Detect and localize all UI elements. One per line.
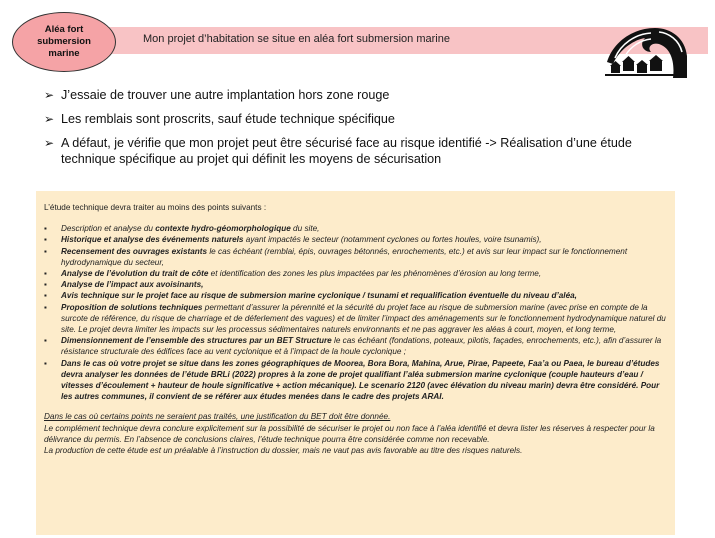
- study-item: ▪ Analyse de l’évolution du trait de côte et identification des zones les plus impactées par les phénomènes d’érosion au long terme,: [44, 268, 667, 279]
- study-intro: L’étude technique devra traiter au moins des points suivants :: [44, 203, 267, 212]
- hazard-badge: [12, 12, 116, 72]
- action-item: ➢ J’essaie de trouver une autre implantation hors zone rouge: [44, 88, 390, 102]
- action-item: ➢ Les remblais sont proscrits, sauf étude technique spécifique: [44, 112, 395, 126]
- arrow-bullet-icon: ➢: [44, 88, 55, 102]
- banner-title: Mon projet d’habitation se situe en aléa fort submersion marine: [143, 33, 450, 45]
- technical-study-box: [36, 191, 675, 535]
- study-item: ▪ Recensement des ouvrages existants le cas échéant (remblai, épis, ouvrages bétonnés, enrochements, etc.) et avis sur leur impact sur le fonctionnement hydrodynamique du secteur,: [44, 246, 667, 268]
- arrow-bullet-icon: ➢: [44, 112, 55, 126]
- study-item: ▪ Dimensionnement de l’ensemble des structures par un BET Structure le cas échéant (fondations, poteaux, pilotis, façades, enrochements, etc.), afin d’assurer la résistance structurale des édifices face au vent cyclonique et à l’impact de la houle cyclonique ;: [44, 335, 667, 357]
- action-item: ➢ A défaut, je vérifie que mon projet peut être sécurisé face au risque identifié -> Réalisation d’une étude technique spécifique au projet qui définit les moyens de sécurisation: [44, 136, 632, 166]
- tsunami-wave-houses-icon: [603, 18, 691, 78]
- study-item: ▪ Proposition de solutions techniques permettant d’assurer la pérennité et la sécurité du projet face au risque de submersion marine (avec prise en compte de la surcote de référence, du risque de charriage et de déferlement des vagues) et de limiter l’impact des aménagements sur le fonctionnement hydrodynamique naturel du site. Le projet devra limiter les impacts sur les processus sédimentaires naturels environnants et ne pas aggraver les aléas à court, moyen, et long terme,: [44, 302, 667, 336]
- hazard-badge-label: Aléa fort submersion marine: [37, 24, 91, 59]
- study-item: ▪ Avis technique sur le projet face au risque de submersion marine cyclonique / tsunami et requalification éventuelle du niveau d’aléa,: [44, 290, 667, 301]
- study-conclusion-note: Le complément technique devra conclure explicitement sur la possibilité de sécuriser le projet ou non face à l’aléa identifié et devra lister les réserves à respecter pour la délivrance du permis. En l’absence de conclusions claires, l’étude technique pourra être considérée comme non recevable.: [44, 423, 655, 444]
- study-prerequisite-note: La production de cette étude est un préalable à l’instruction du dossier, mais ne vaut pas avis favorable au titre des risques naturels.: [44, 446, 523, 456]
- study-item: ▪ Description et analyse du contexte hydro-géomorphologique du site,: [44, 223, 667, 234]
- study-item: ▪ Dans le cas où votre projet se situe dans les zones géographiques de Moorea, Bora Bora, Mahina, Arue, Pirae, Papeete, Faa’a ou Paea, le bureau d’études devra analyser les données de l’étude BRLi (2022) propres à la zone de projet qualifiant l’aléa submersion marine cyclonique (couple hauteurs d’eau / vitesses d’écoulement + hauteur de houle significative + action mécanique). Le scenario 2120 (avec élévation du niveau marin) devra être considéré. Pour les autres communes, il convient de se référer aux études menées dans le cadre des projets ARAI.: [44, 358, 667, 403]
- arrow-bullet-icon: ➢: [44, 136, 55, 150]
- study-requirements-list: [44, 223, 667, 402]
- study-item: ▪ Historique et analyse des événements naturels ayant impactés le secteur (notamment cyclones ou fortes houles, voire tsunamis),: [44, 234, 667, 245]
- study-justification-note: Dans le cas où certains points ne seraient pas traités, une justification du BET doit être donnée.: [44, 412, 391, 422]
- study-item: ▪ Analyse de l’impact aux avoisinants,: [44, 279, 667, 290]
- action-list: [44, 88, 674, 176]
